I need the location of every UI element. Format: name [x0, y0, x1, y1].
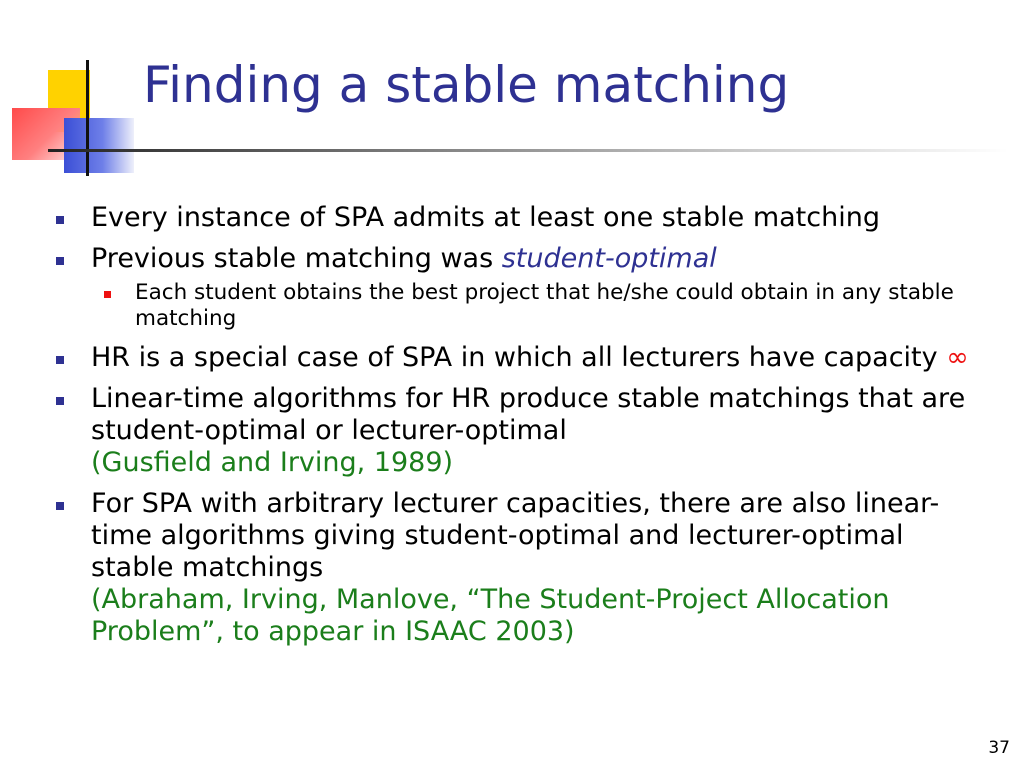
emphasis-text: student-optimal	[501, 243, 717, 274]
slide-title: Finding a stable matching	[143, 56, 790, 114]
bullet-text: For SPA with arbitrary lecturer capacities, there are also linear-time algorithms giving student-optimal and lecturer-optimal stable matchings	[91, 488, 940, 583]
bullet-item	[50, 342, 980, 374]
citation: (Abraham, Irving, Manlove, “The Student-Project Allocation Problem”, to appear in ISAAC 2003)	[91, 584, 890, 647]
citation: (Gusfield and Irving, 1989)	[91, 447, 454, 478]
bullet-text: Linear-time algorithms for HR produce stable matchings that are student-optimal or lecturer-optimal	[91, 383, 966, 446]
vertical-line-decoration	[86, 60, 89, 176]
sub-bullet-text: Each student obtains the best project that he/she could obtain in any stable matching	[135, 280, 954, 331]
square-bullet-icon	[56, 356, 64, 364]
bullet-item	[50, 488, 980, 648]
infinity-symbol: ∞	[946, 342, 969, 373]
blue-square-decoration	[64, 118, 134, 173]
bullet-item	[50, 202, 980, 234]
slide-logo-decoration	[0, 0, 150, 180]
bullet-item	[50, 383, 980, 479]
page-number: 37	[988, 738, 1010, 758]
square-sub-bullet-icon	[104, 291, 111, 298]
square-bullet-icon	[56, 216, 64, 224]
square-bullet-icon	[56, 257, 64, 265]
sub-bullet-item	[50, 280, 980, 332]
square-bullet-icon	[56, 397, 64, 405]
bullet-text	[91, 243, 980, 275]
bullet-item	[50, 243, 980, 275]
bullet-text-plain: HR is a special case of SPA in which all lecturers have capacity	[91, 342, 947, 373]
bullet-text	[91, 342, 980, 374]
bullet-text-plain: Previous stable matching was	[91, 243, 502, 274]
slide-body	[50, 202, 980, 657]
square-bullet-icon	[56, 502, 64, 510]
title-underline	[48, 149, 1008, 152]
bullet-text: Every instance of SPA admits at least one stable matching	[91, 202, 880, 233]
